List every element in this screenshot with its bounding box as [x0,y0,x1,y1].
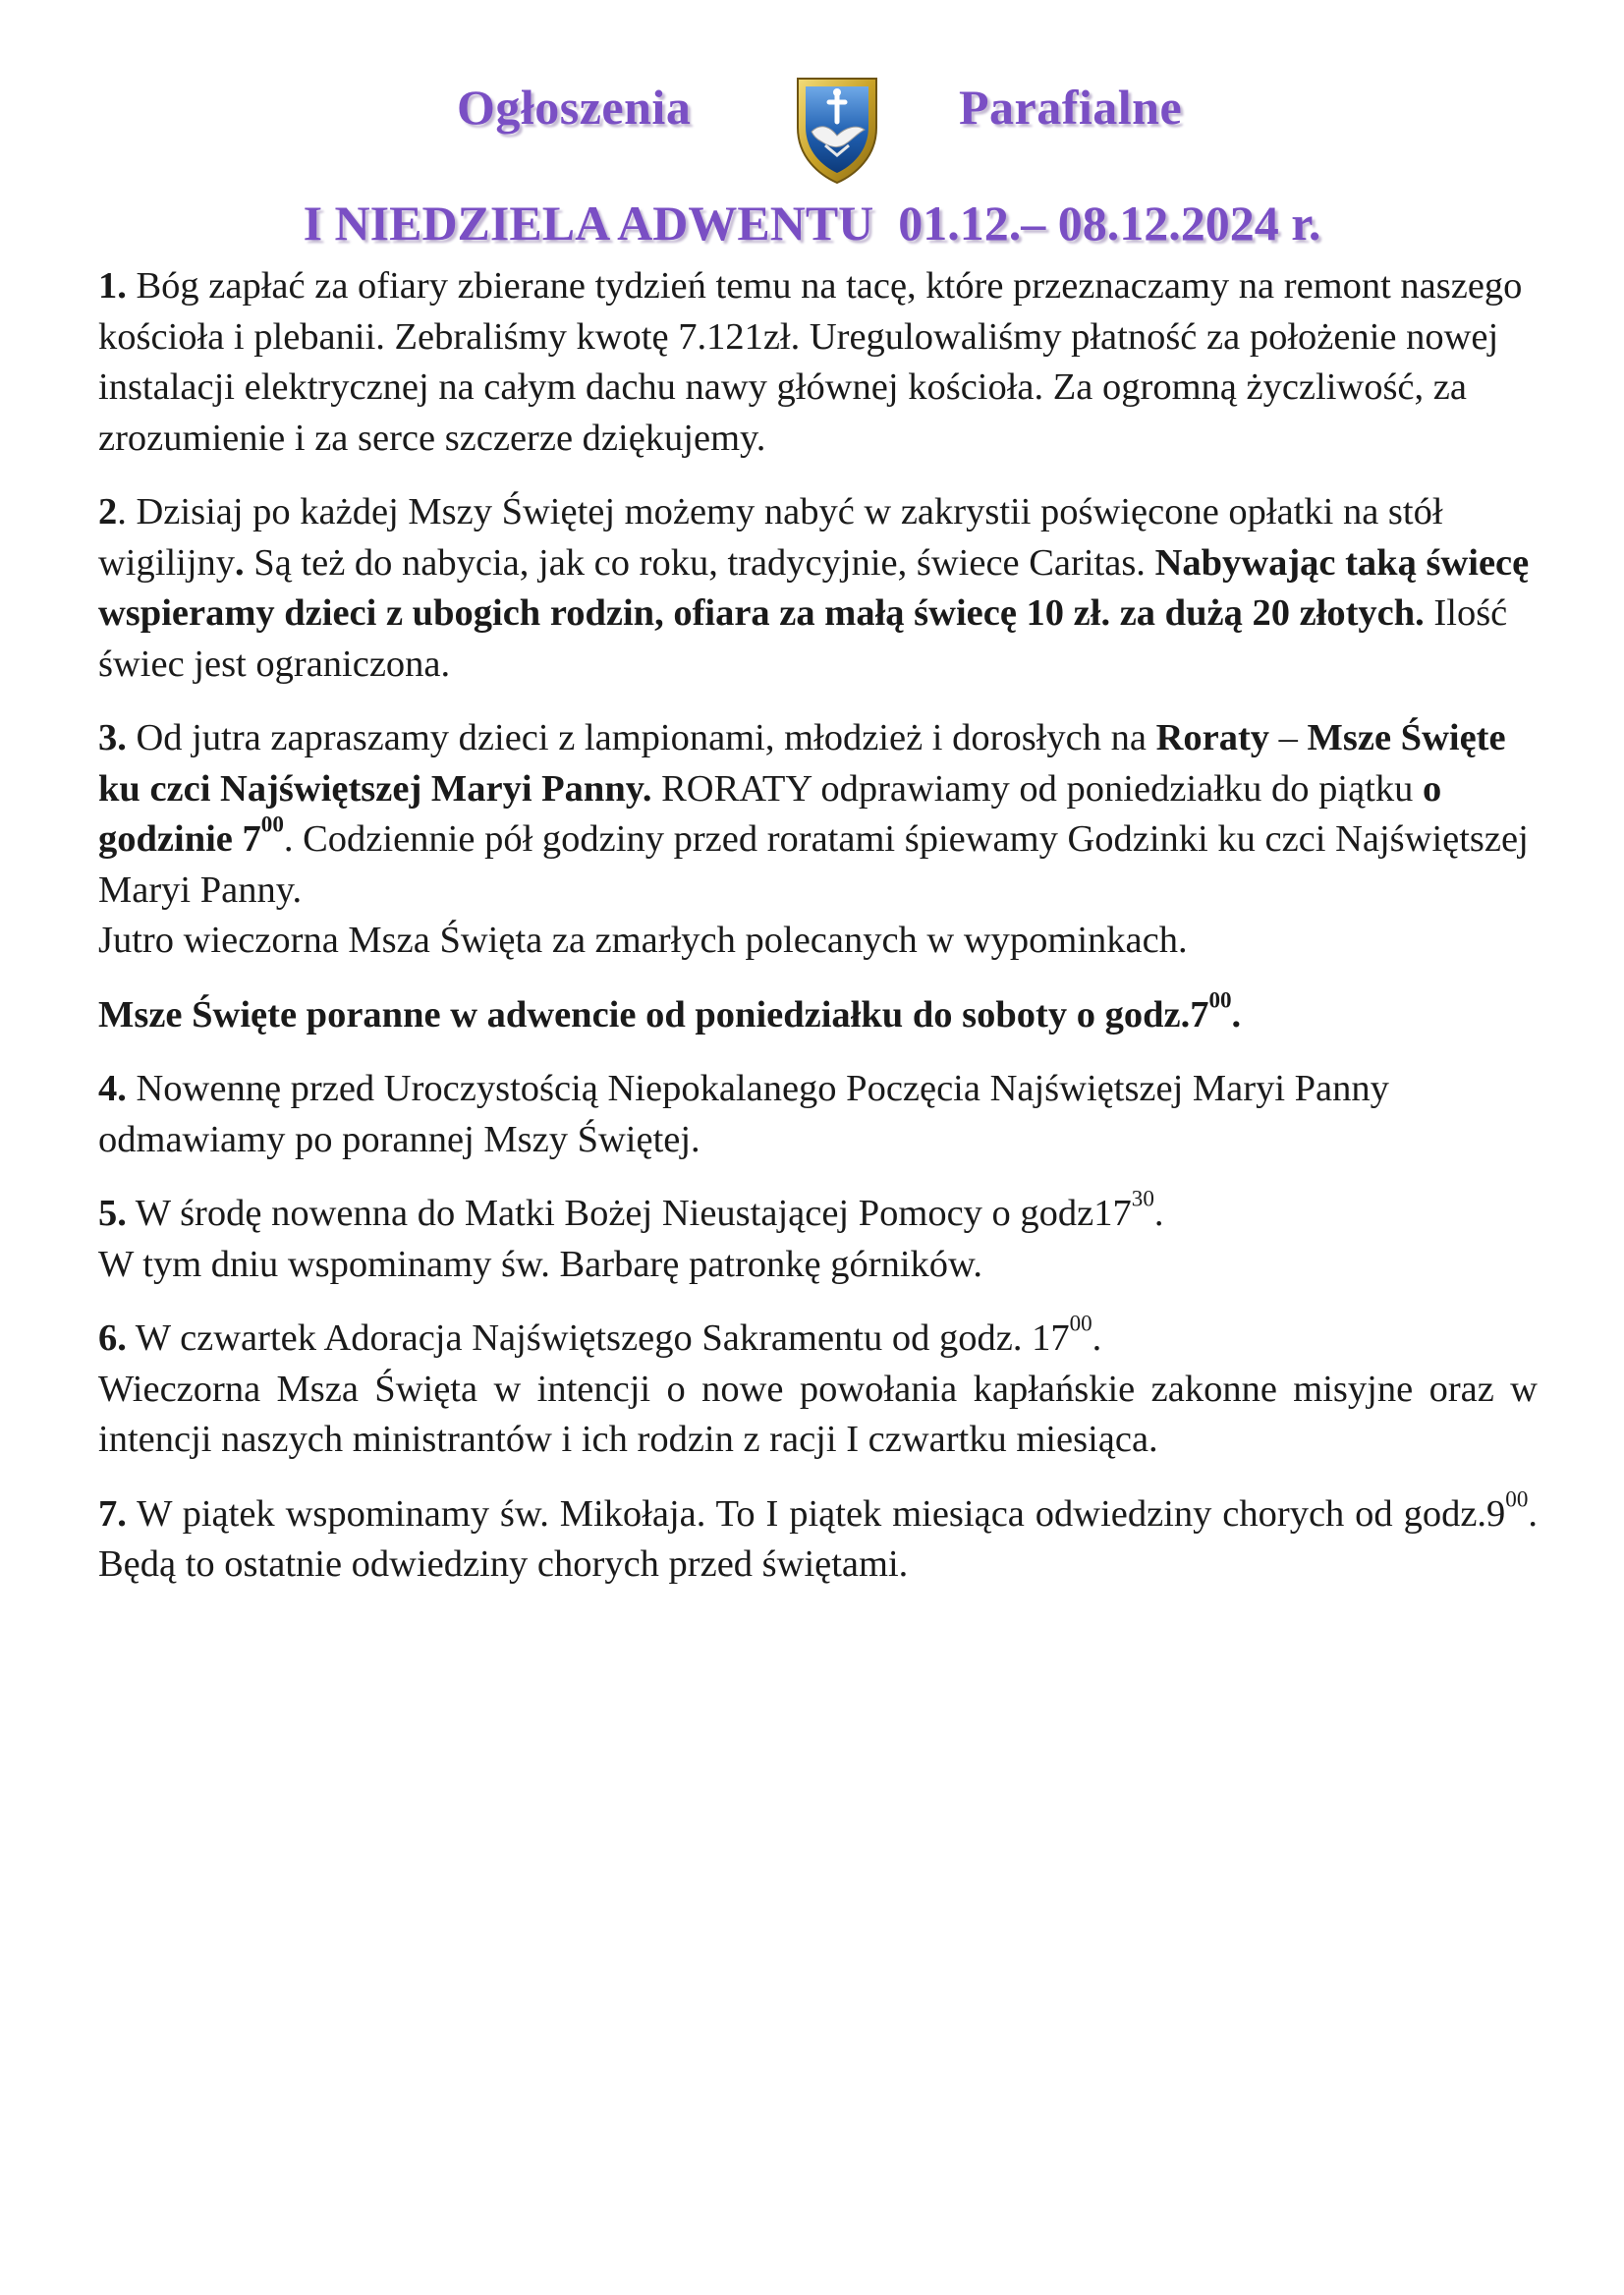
item-text: RORATY odprawiamy od poniedziałku do piątku [651,767,1423,810]
item-text: Bóg zapłać za ofiary zbierane tydzień temu na tacę, które przeznaczamy na remont naszego kościoła i plebanii. Zebraliśmy kwotę 7.121zł. Uregulowaliśmy płatność za położenie nowej instalacji elektrycznej na całym dachu nawy głównej kościoła. Za ogromną życzliwość, za zrozumienie i za serce szczerze dziękujemy. [98,265,1523,459]
item-text: W piątek wspominamy św. Mikołaja. To I piątek miesiąca odwiedziny chorych od godz.9 [126,1492,1506,1535]
time-superscript: 00 [1069,1310,1092,1336]
item-text: W tym dniu wspominamy św. Barbarę patronkę górników. [98,1243,982,1285]
item-text-bold: Msze Święte ku czci Najświętszej Maryi Panny. [98,717,1506,810]
notice-text-bold: Msze Święte poranne w adwencie od poniedziałku do soboty o godz.7 [98,993,1209,1036]
item-text: Ilość świec jest ograniczona. [98,592,1508,685]
announcement-1 [98,261,1538,464]
item-text-bold: Nabywając taką świecę wspieramy dzieci z ubogich rodzin, ofiara za małą świecę 10 zł. za dużą 20 złotych. [98,541,1530,634]
announcement-2 [98,487,1538,690]
item-text: . Będą to ostatnie odwiedziny chorych przed świętami. [98,1492,1538,1585]
item-text-bold-dot: . [235,541,245,584]
page-subtitle: I NIEDZIELA ADWENTU 01.12.– 08.12.2024 r. [303,196,1321,251]
announcements-list [98,261,1538,1614]
time-superscript: 30 [1131,1185,1154,1211]
item-text: . Dzisiaj po każdej Mszy Świętej możemy nabyć w zakrystii poświęcone opłatki na stół wigilijny [98,491,1443,584]
header [0,71,1624,189]
announcement-4 [98,1064,1538,1165]
parish-shield-emblem-icon [792,71,882,187]
time-superscript: 00 [260,811,284,837]
item-text: . Codziennie pół godziny przed roratami śpiewamy Godzinki ku czci Najświętszej Maryi Panny. [98,818,1529,911]
announcement-5 [98,1185,1538,1290]
item-text: Wieczorna Msza Święta w intencji o nowe powołania kapłańskie zakonne misyjne oraz w intencji naszych ministrantów i ich rodzin z racji I czwartku miesiąca. [98,1368,1538,1460]
item-text: Jutro wieczorna Msza Święta za zmarłych polecanych w wypominkach. [98,920,1188,961]
title-word-left: Ogłoszenia [457,80,692,135]
item-text: Są też do nabycia, jak co roku, tradycyjnie, świece Caritas. [244,541,1155,584]
item-number: 7. [98,1492,127,1535]
morning-masses-notice [98,985,1538,1041]
item-text: – [1269,717,1308,758]
time-superscript: 00 [1505,1484,1529,1511]
announcement-3 [98,713,1538,967]
time-superscript: 00 [1208,985,1232,1012]
item-text: . [1092,1317,1102,1359]
title-word-right: Parafialne [959,80,1183,135]
notice-end: . [1231,993,1242,1036]
item-text: W czwartek Adoracja Najświętszego Sakramentu od godz. 17 [126,1317,1070,1359]
item-number: 6. [98,1317,127,1359]
item-number: 3. [98,717,127,758]
item-text: Od jutra zapraszamy dzieci z lampionami, młodzież i dorosłych na [126,717,1156,758]
item-text-bold: o godzinie 7 [98,767,1442,860]
item-number: 4. [98,1068,127,1109]
item-number: 1. [98,265,127,307]
item-number: 2 [98,491,118,532]
announcement-7 [98,1484,1538,1591]
item-number: 5. [98,1193,127,1234]
announcement-6 [98,1310,1538,1466]
item-text: W środę nowenna do Matki Bożej Nieustającej Pomocy o godz17 [126,1193,1132,1234]
item-text: . [1153,1193,1164,1234]
item-text-bold: Roraty [1155,717,1270,758]
item-text: Nowennę przed Uroczystością Niepokalanego Poczęcia Najświętszej Maryi Panny odmawiamy po porannej Mszy Świętej. [98,1068,1389,1160]
